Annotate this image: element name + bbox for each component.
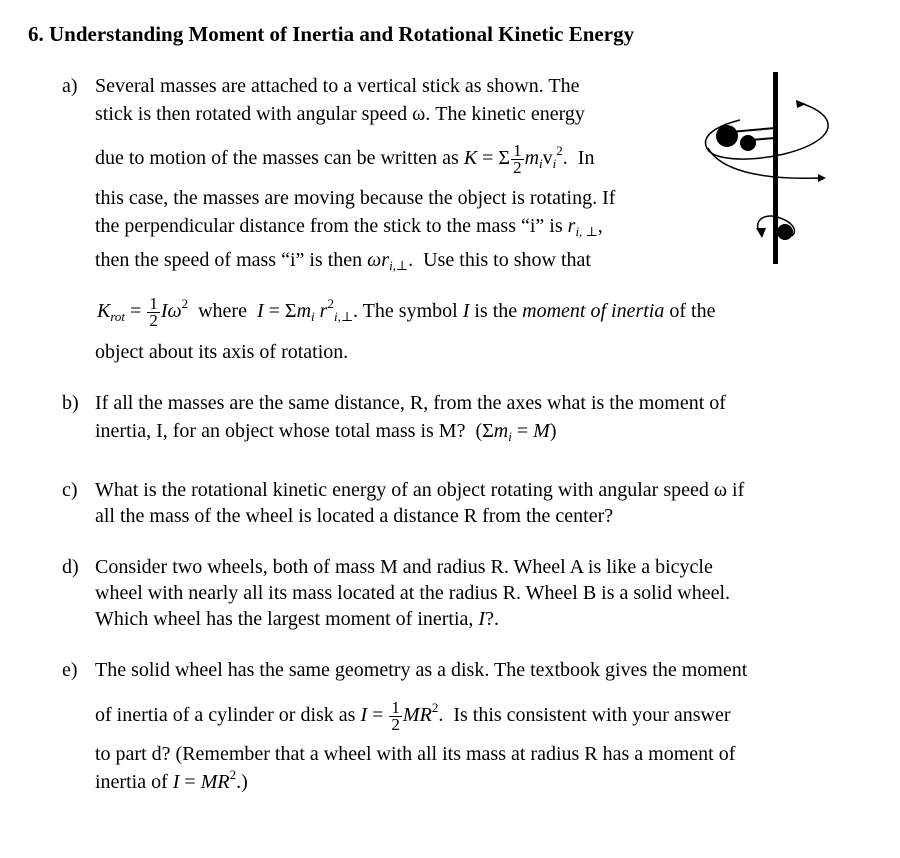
part-c-line-2: all the mass of the wheel is located a distance R from the center? [95, 505, 614, 527]
part-e-line-2-after: Is this consistent with your answer [453, 704, 731, 727]
part-e-line-1: The solid wheel has the same geometry as a disk. The textbook gives the moment [95, 659, 748, 681]
orbit-path [708, 148, 818, 178]
part-a-line-7 [97, 296, 715, 329]
disk-inertia-formula: I = $\frac{1}{2}$ $MR^2$. [360, 698, 444, 734]
part-e-line-4 [95, 767, 248, 796]
lower-arrowhead [756, 228, 766, 238]
part-e-line-4-text: inertia of [95, 771, 168, 793]
mass-small [740, 135, 756, 151]
part-a-line-3-after: In [577, 147, 595, 170]
total-mass-formula: $(\Sigma m_i = M)$ [475, 420, 557, 444]
part-e-label: e) [62, 659, 78, 681]
orbit-arrowhead [818, 174, 826, 182]
moment-of-inertia-formula: $I = \Sigma m_i$ $r^2_{i,\perp}$ [256, 296, 354, 325]
part-a-label: a) [62, 75, 78, 97]
part-d-line-3-text: Which wheel has the largest moment of inertia, [95, 608, 474, 630]
part-a-line-5-text: the perpendicular distance from the stick to the mass “i” is [95, 215, 563, 237]
part-d-line-3-end: ?. [485, 608, 499, 630]
wheel-inertia-formula: $I = MR^2$ [172, 767, 237, 793]
part-e-line-4-end: .) [236, 771, 248, 793]
mass-bottom [777, 224, 793, 240]
part-d-label: d) [62, 556, 79, 578]
part-d-line-2: wheel with nearly all its mass located at the radius R. Wheel B is a solid wheel. [95, 582, 731, 604]
part-d-line-3 [95, 607, 499, 631]
part-e-line-3: to part d? (Remember that a wheel with all its mass at radius R has a moment of [95, 743, 736, 765]
part-a-line-2: stick is then rotated with angular speed ω. The kinetic energy [95, 103, 585, 125]
part-b-line-1: If all the masses are the same distance, R, from the axes what is the moment of [95, 392, 726, 414]
part-d-symbol-I: I [478, 608, 486, 630]
part-b-line-2-text: inertia, I, for an object whose total mass is M? [95, 420, 466, 442]
perp-distance-symbol: $r_{i, \perp}$ [567, 215, 598, 239]
part-a-line-7-text2: is the [474, 300, 518, 323]
kinetic-energy-formula: K = Σ $\frac{1}{2}$ $m_iv_i^2$. [463, 141, 568, 177]
part-a-line-7-text1: . The symbol [353, 300, 458, 323]
problem-title: 6. Understanding Moment of Inertia and Rotational Kinetic Energy [28, 22, 635, 46]
part-a-line-3 [95, 143, 594, 176]
part-a-symbol-I: I [462, 300, 470, 323]
vertical-stick [773, 72, 778, 264]
part-a-line-5: the perpendicular distance from the stick to the mass “i” is $r_{i, \perp}$, [95, 215, 603, 239]
rotational-ke-formula: $K_{rot}$ = $\frac{1}{2}$ $I\omega^2$ [97, 294, 189, 330]
part-e-line-2-text: of inertia of a cylinder or disk as [95, 704, 356, 727]
part-b-line-2 [95, 419, 556, 443]
part-d-line-1: Consider two wheels, both of mass M and radius R. Wheel A is like a bicycle [95, 556, 713, 578]
part-c-label: c) [62, 479, 78, 501]
part-a-line-6: then the speed of mass “i” is then $\omega r_{i,\perp}$. Use this to show that [95, 249, 591, 273]
upper-arrowhead [796, 100, 806, 108]
mass-large [716, 125, 738, 147]
part-a-line-7-text3: of the [669, 300, 716, 323]
part-c-line-1: What is the rotational kinetic energy of an object rotating with angular speed ω if [95, 479, 745, 501]
part-a-line-6-text: then the speed of mass “i” is then [95, 249, 363, 271]
part-a-line-6-after: Use this to show that [423, 249, 591, 271]
part-a-line-3-text: due to motion of the masses can be written as [95, 147, 459, 170]
part-e-line-2 [95, 700, 731, 733]
rotating-stick-figure [700, 70, 835, 270]
part-b-label: b) [62, 392, 79, 414]
part-a-line-4: this case, the masses are moving because the object is rotating. If [95, 187, 616, 209]
part-a-where: where [198, 300, 247, 323]
speed-expression: $\omega r_{i,\perp}$ [367, 249, 409, 273]
part-a-line-1: Several masses are attached to a vertical stick as shown. The [95, 75, 580, 97]
part-a-line-8: object about its axis of rotation. [95, 341, 349, 363]
moment-of-inertia-term: moment of inertia [522, 300, 665, 323]
